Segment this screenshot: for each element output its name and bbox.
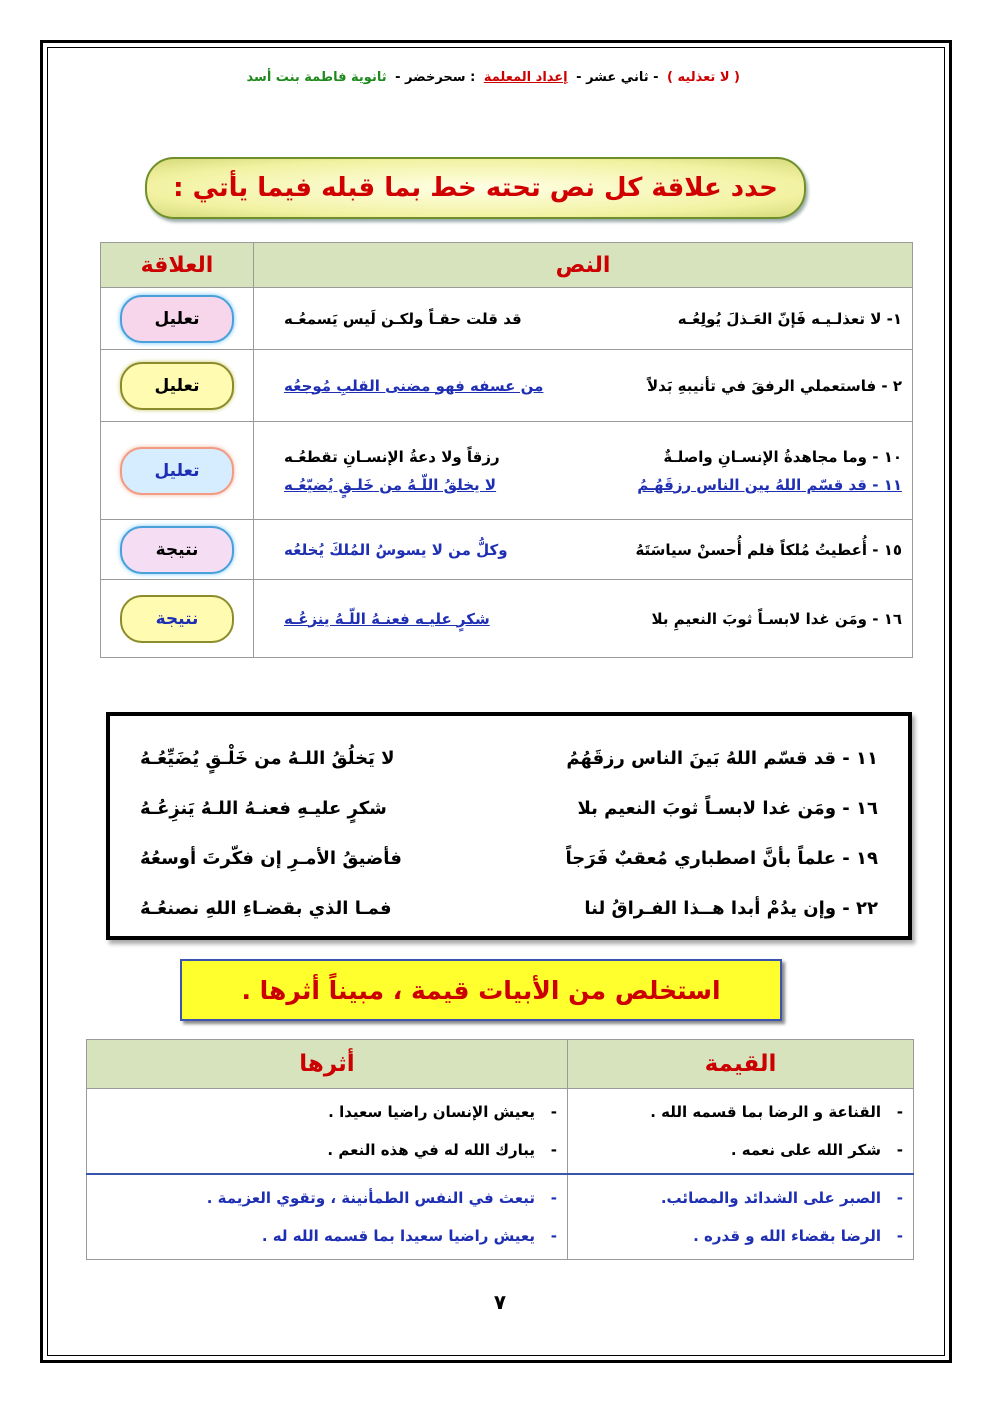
verse-first-half: ١٠ - وما مجاهدةُ الإنسـانِ واصلـةٌ [663, 447, 902, 466]
relation-badge: تعليل [120, 362, 234, 410]
table-row [101, 520, 913, 580]
verse-second-half: شكرٍ عليـه فعنـهُ اللّـهُ ينزعُـه [284, 609, 490, 628]
table-row [101, 580, 913, 658]
poem-second-half: لا يَخلُقُ اللـهُ من خَلْـقٍ يُضَيِّعُـهُ [140, 748, 395, 769]
list-dash: - [896, 1189, 903, 1207]
value-cell [568, 1089, 914, 1175]
poem-first-half: ١٦ - ومَن غدا لابسـاً ثوبَ النعيم بلا [577, 798, 878, 819]
value-item: القناعة و الرضا بما قسمه الله . [650, 1103, 881, 1121]
list-dash: - [550, 1103, 557, 1121]
section1-title: حدد علاقة كل نص تحته خط بما قبله فيما يأتي : [145, 157, 806, 219]
relation-badge: نتيجة [120, 595, 234, 643]
verse-second-half-text: وكلُّ من لا يسوسُ المُلكَ يُخلعُه [284, 540, 508, 559]
relations-table [100, 242, 913, 658]
header-poem-name: ( لا تعذليه ) [667, 70, 740, 85]
verse-second-half: رزقاً ولا دعةُ الإنسـانِ تقطعُـه [284, 447, 500, 466]
table-row [87, 1174, 914, 1260]
effect-cell [87, 1174, 568, 1260]
table-row [87, 1089, 914, 1175]
verse-first-half: ٢ - فاستعملي الرفقَ في تأنيبهِ بَدلاً [646, 376, 902, 395]
verse-first-half: ١- لا تعذلـيـه فَإنّ العَـذلَ يُولِعُـه [677, 309, 902, 328]
value-item: الصبر على الشدائد والمصائب. [660, 1189, 881, 1207]
effect-item: تبعث في النفس الطمأنينة ، وتقوي العزيمة . [206, 1189, 535, 1207]
effect-item: يعيش الإنسان راضيا سعيدا . [328, 1103, 535, 1121]
list-dash: - [896, 1227, 903, 1245]
col-header-value: القيمة [568, 1040, 914, 1089]
poem-second-half: فمـا الذي بقضـاءِ اللهِ نصنعُـهُ [140, 898, 392, 919]
verse-cell [254, 350, 913, 422]
table-row [101, 422, 913, 520]
verse-second-half: قد قلت حقـاً ولكـن لَيس يَسمعُـه [284, 309, 522, 328]
list-dash: - [896, 1141, 903, 1159]
poem-verse [140, 884, 878, 934]
header-school: ثانوية فاطمة بنت أسد [246, 70, 387, 85]
header-grade: - ثاني عشر - [571, 70, 659, 85]
poem-first-half: ١١ - قد قسّم اللهُ بَينَ الناس رزقَهُمُ [566, 748, 878, 769]
verse-cell [254, 520, 913, 580]
verse-second-half: لا يخلقُ اللّـهُ من خَلـقٍ يُضيّعُـه [284, 475, 497, 494]
header-teacher: : سحرخضر - [395, 70, 476, 85]
page-header [180, 70, 740, 90]
verse-first-half: ١١ - قد قسّم اللهُ بين الناس رزقَهُـمُ [637, 475, 902, 494]
poem-second-half: فأضيقُ الأمـرِ إن فكّرتَ أوسعُهُ [140, 848, 402, 869]
values-table [86, 1039, 914, 1260]
verse-first-half: ١٥ - أُعطيتُ مُلكاً فلم أُحسنْ سياسَتَهُ [635, 540, 902, 559]
verse-cell [254, 580, 913, 658]
table-row [101, 350, 913, 422]
relation-badge: تعليل [120, 447, 234, 495]
value-item: الرضا بقضاء الله و قدره . [693, 1227, 881, 1245]
verse-cell [254, 422, 913, 520]
poem-verse [140, 734, 878, 784]
list-dash: - [550, 1141, 557, 1159]
col-header-text: النص [254, 243, 913, 288]
effect-item: يعيش راضيا سعيدا بما قسمه الله له . [261, 1227, 535, 1245]
relations-header-row [101, 243, 913, 288]
list-dash: - [896, 1103, 903, 1121]
poem-verse [140, 784, 878, 834]
effect-cell [87, 1089, 568, 1175]
values-header-row [87, 1040, 914, 1089]
poem-second-half: شكرٍ عليـهِ فعنـهُ اللـهُ يَنزِعُـهُ [140, 798, 387, 819]
section2-title: استخلص من الأبيات قيمة ، مبيناً أثرها . [180, 959, 782, 1021]
verse-second-half [284, 536, 508, 564]
col-header-effect: أثرها [87, 1040, 568, 1089]
page-number: ٧ [493, 1290, 507, 1314]
poem-box [106, 712, 912, 940]
relation-badge: نتيجة [120, 526, 234, 574]
verse-first-half: ١٦ - ومَن غدا لابسـاً ثوبَ النعيمِ بلا [651, 609, 902, 628]
col-header-relation: العلاقة [101, 243, 254, 288]
value-item: شكر الله على نعمه . [730, 1141, 881, 1159]
poem-verse [140, 834, 878, 884]
verse-cell [254, 288, 913, 350]
effect-item: يبارك الله له في هذه النعم . [327, 1141, 535, 1159]
poem-first-half: ١٩ - علماً بأنَّ اصطباري مُعقبٌ فَرَجاً [565, 848, 878, 869]
table-row [101, 288, 913, 350]
header-prepared-label: إعداد المعلمة [483, 70, 568, 85]
list-dash: - [550, 1227, 557, 1245]
verse-second-half: من عسفه فهو مضنى القلبِ مُوجعُه [284, 376, 544, 395]
relation-badge: تعليل [120, 295, 234, 343]
value-cell [568, 1174, 914, 1260]
poem-first-half: ٢٢ - وإن يدُمْ أبدا هــذا الفـراقُ لنا [584, 898, 878, 919]
list-dash: - [550, 1189, 557, 1207]
